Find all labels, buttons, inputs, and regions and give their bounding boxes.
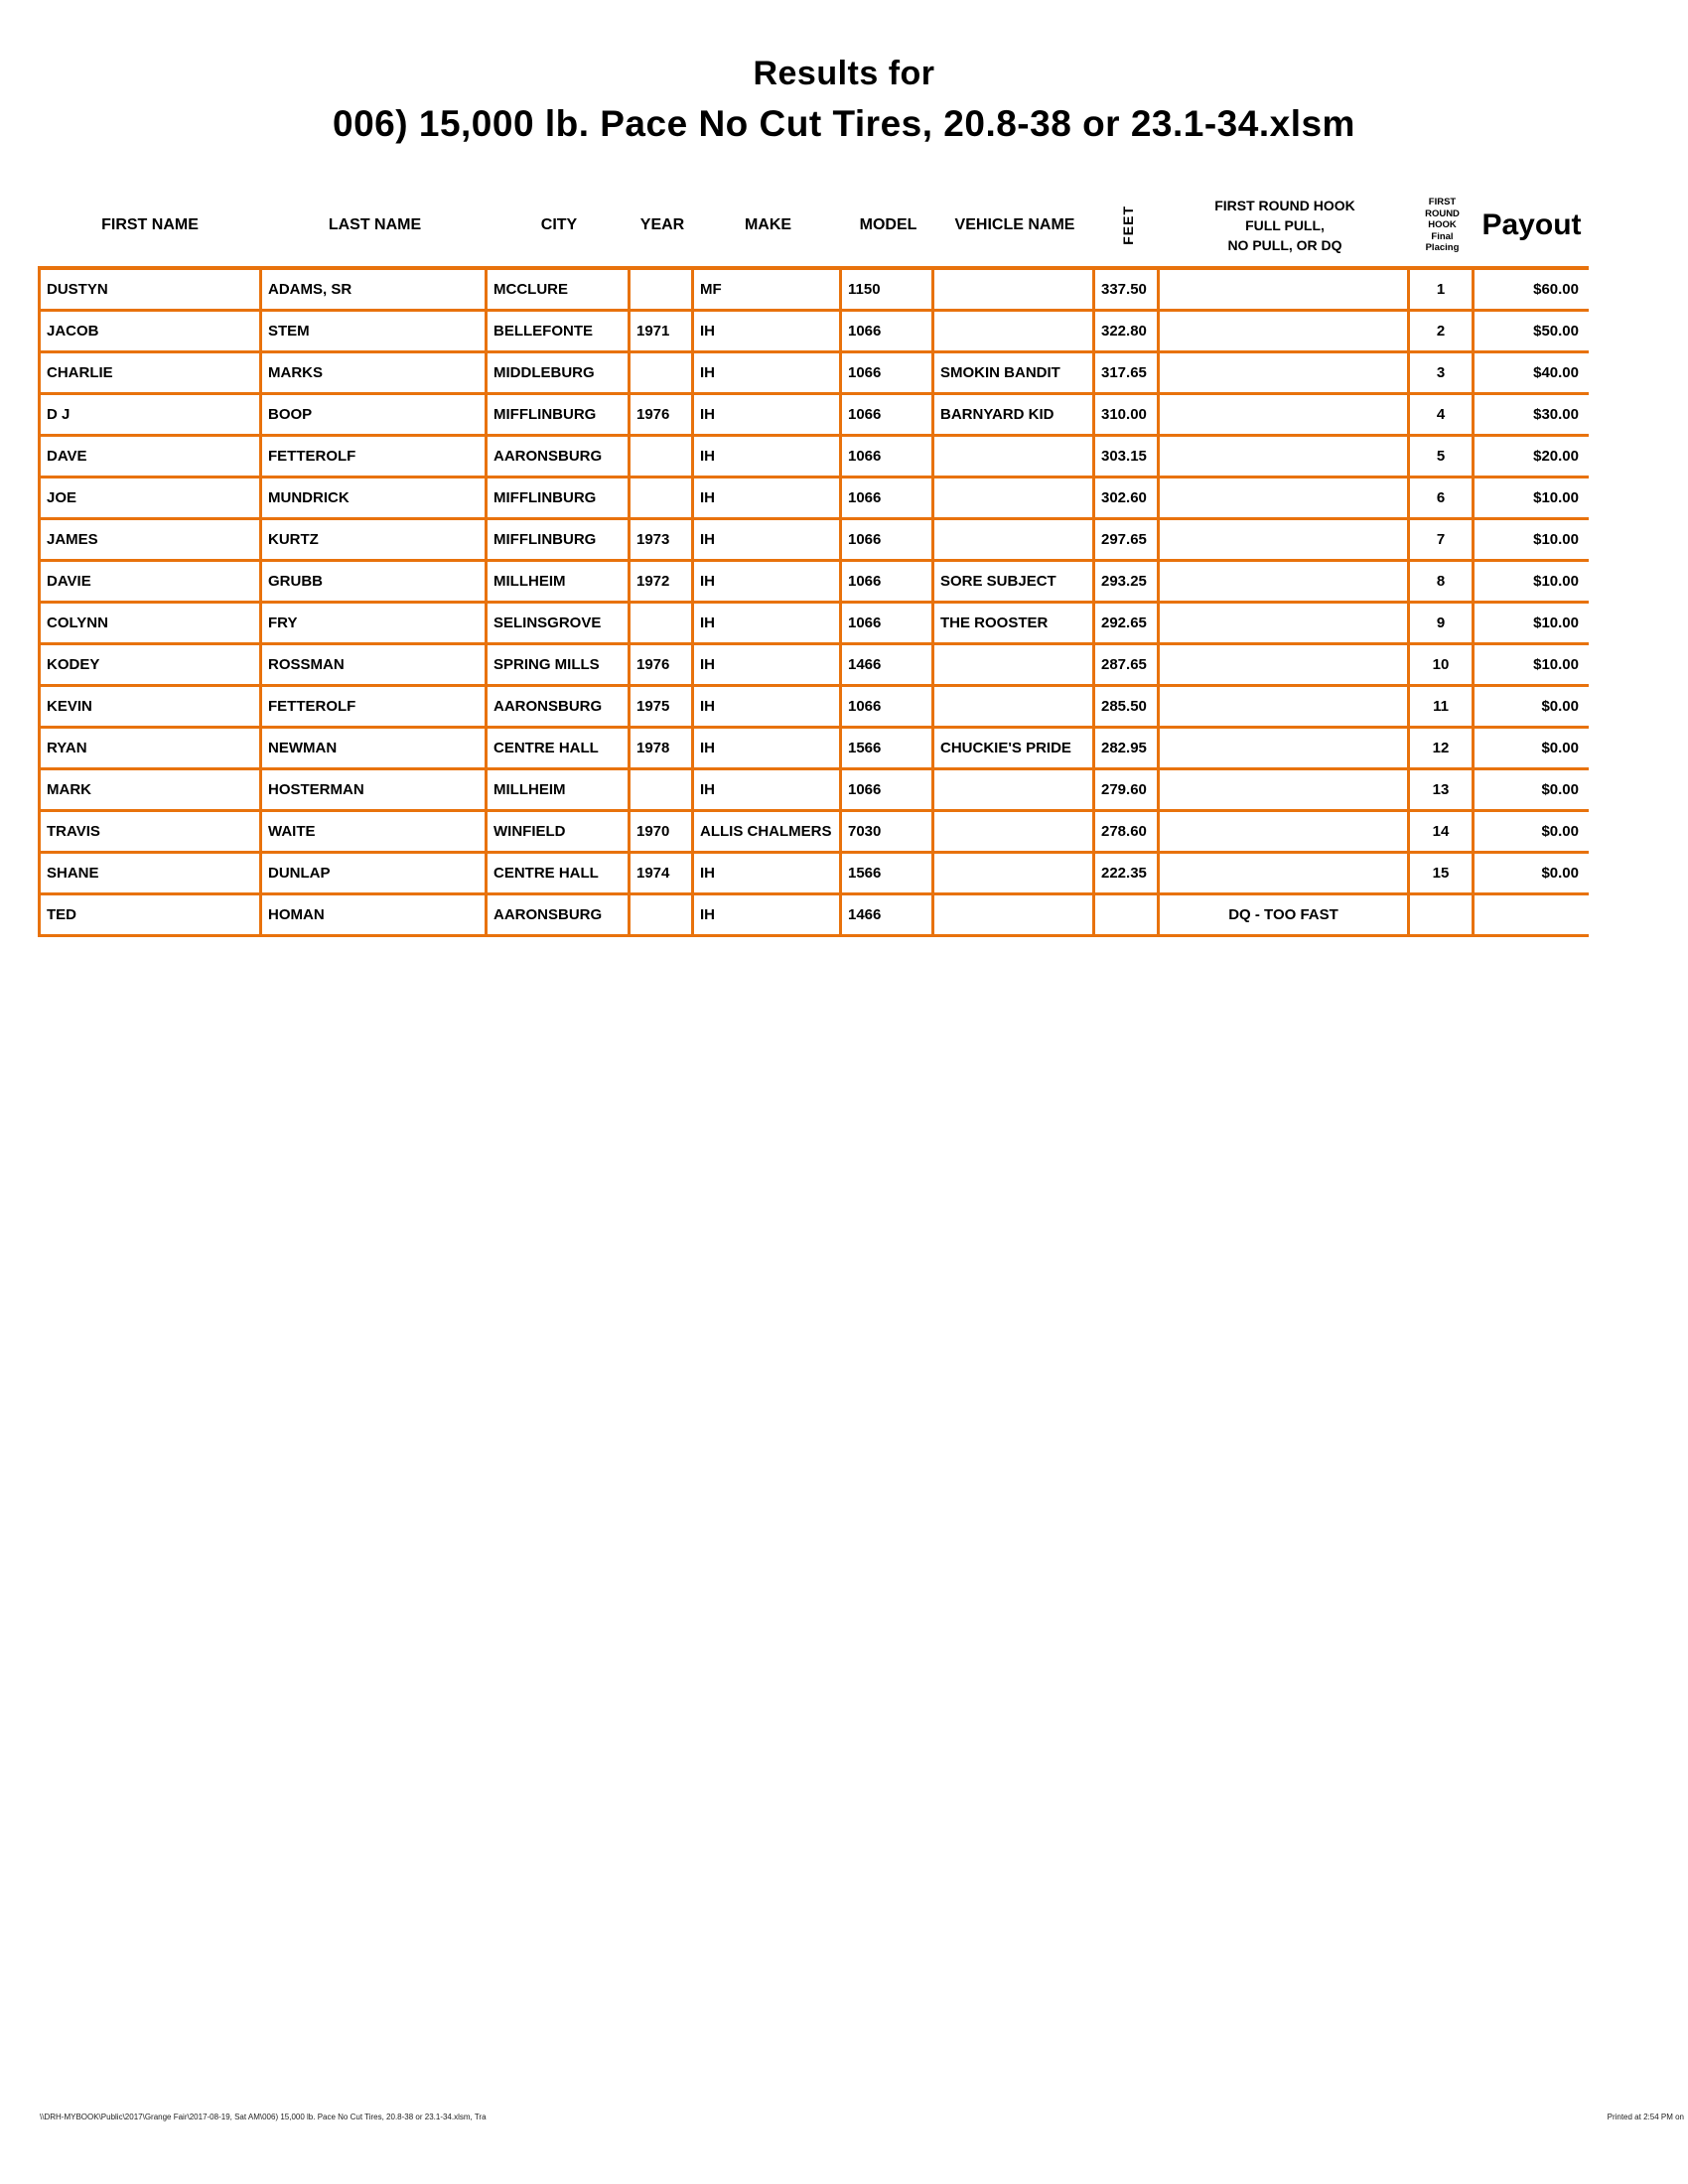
cell-last-name: HOMAN bbox=[262, 895, 488, 934]
cell-vehicle-name bbox=[934, 437, 1095, 476]
cell-city: CENTRE HALL bbox=[488, 729, 631, 767]
table-row bbox=[38, 604, 1589, 645]
header-placing-line-2: ROUND bbox=[1425, 207, 1460, 219]
cell-vehicle-name bbox=[934, 478, 1095, 517]
cell-vehicle-name bbox=[934, 520, 1095, 559]
header-payout: Payout bbox=[1481, 208, 1582, 241]
cell-last-name: STEM bbox=[262, 312, 488, 350]
cell-placing: 3 bbox=[1410, 353, 1475, 392]
cell-year: 1974 bbox=[631, 854, 694, 892]
cell-make: IH bbox=[694, 520, 842, 559]
table-row bbox=[38, 353, 1589, 395]
cell-payout: $10.00 bbox=[1533, 489, 1579, 506]
cell-hook bbox=[1160, 645, 1410, 684]
page-title: Results for bbox=[753, 55, 935, 92]
cell-year bbox=[631, 437, 694, 476]
cell-year: 1972 bbox=[631, 562, 694, 601]
cell-first-name: CHARLIE bbox=[38, 353, 262, 392]
cell-make: IH bbox=[694, 437, 842, 476]
cell-last-name: BOOP bbox=[262, 395, 488, 434]
cell-year bbox=[631, 353, 694, 392]
cell-placing: 5 bbox=[1410, 437, 1475, 476]
cell-payout bbox=[1475, 895, 1589, 934]
table-row bbox=[38, 854, 1589, 895]
table-row bbox=[38, 478, 1589, 520]
header-model: MODEL bbox=[859, 216, 917, 233]
header-year: YEAR bbox=[639, 216, 685, 233]
cell-feet bbox=[1095, 895, 1160, 934]
cell-make: IH bbox=[694, 895, 842, 934]
cell-year bbox=[631, 604, 694, 642]
cell-feet: 293.25 bbox=[1095, 562, 1160, 601]
cell-vehicle-name bbox=[934, 895, 1095, 934]
cell-model: 1066 bbox=[842, 353, 934, 392]
table-row bbox=[38, 562, 1589, 604]
cell-vehicle-name: SORE SUBJECT bbox=[934, 562, 1095, 601]
cell-vehicle-name: THE ROOSTER bbox=[934, 604, 1095, 642]
cell-placing: 15 bbox=[1410, 854, 1475, 892]
cell-feet: 337.50 bbox=[1095, 270, 1160, 309]
cell-make: IH bbox=[694, 729, 842, 767]
cell-feet: 317.65 bbox=[1095, 353, 1160, 392]
cell-vehicle-name bbox=[934, 812, 1095, 851]
cell-placing: 7 bbox=[1410, 520, 1475, 559]
table-header-row bbox=[38, 185, 1589, 266]
cell-placing: 12 bbox=[1410, 729, 1475, 767]
cell-placing bbox=[1410, 895, 1475, 934]
table-row bbox=[38, 812, 1589, 854]
cell-city: MILLHEIM bbox=[488, 562, 631, 601]
cell-payout: $0.00 bbox=[1541, 740, 1579, 756]
cell-model: 1150 bbox=[842, 270, 934, 309]
cell-vehicle-name bbox=[934, 312, 1095, 350]
cell-year: 1973 bbox=[631, 520, 694, 559]
cell-model: 1066 bbox=[842, 437, 934, 476]
cell-city: SPRING MILLS bbox=[488, 645, 631, 684]
cell-first-name: KEVIN bbox=[38, 687, 262, 726]
cell-city: WINFIELD bbox=[488, 812, 631, 851]
footer-file-path: \\DRH-MYBOOK\Public\2017\Grange Fair\2017-08-19, Sat AM\006) 15,000 lb. Pace No Cut Tires, 20.8-38 or 23.1-34.xlsm, Tra bbox=[40, 2113, 487, 2121]
page-subtitle: 006) 15,000 lb. Pace No Cut Tires, 20.8-38 or 23.1-34.xlsm bbox=[333, 103, 1355, 144]
cell-feet: 279.60 bbox=[1095, 770, 1160, 809]
cell-last-name: ADAMS, SR bbox=[262, 270, 488, 309]
cell-first-name: TRAVIS bbox=[38, 812, 262, 851]
cell-hook bbox=[1160, 270, 1410, 309]
cell-hook bbox=[1160, 770, 1410, 809]
cell-make: IH bbox=[694, 312, 842, 350]
header-city: CITY bbox=[540, 216, 578, 233]
header-hook-line-3: NO PULL, OR DQ bbox=[1227, 237, 1342, 253]
cell-vehicle-name bbox=[934, 687, 1095, 726]
table-row bbox=[38, 687, 1589, 729]
cell-payout: $0.00 bbox=[1541, 781, 1579, 798]
cell-feet: 310.00 bbox=[1095, 395, 1160, 434]
cell-first-name: D J bbox=[38, 395, 262, 434]
cell-model: 1566 bbox=[842, 729, 934, 767]
title-block bbox=[0, 55, 1688, 145]
cell-hook bbox=[1160, 437, 1410, 476]
cell-feet: 292.65 bbox=[1095, 604, 1160, 642]
cell-vehicle-name: SMOKIN BANDIT bbox=[934, 353, 1095, 392]
table-row bbox=[38, 312, 1589, 353]
header-placing-line-5: Placing bbox=[1425, 242, 1460, 254]
header-last-name: LAST NAME bbox=[328, 216, 422, 233]
cell-payout: $30.00 bbox=[1533, 406, 1579, 423]
cell-city: MIFFLINBURG bbox=[488, 395, 631, 434]
cell-first-name: KODEY bbox=[38, 645, 262, 684]
cell-year bbox=[631, 478, 694, 517]
cell-placing: 8 bbox=[1410, 562, 1475, 601]
cell-feet: 287.65 bbox=[1095, 645, 1160, 684]
cell-first-name: TED bbox=[38, 895, 262, 934]
cell-hook: DQ - TOO FAST bbox=[1160, 895, 1410, 934]
cell-placing: 10 bbox=[1410, 645, 1475, 684]
cell-payout: $0.00 bbox=[1541, 823, 1579, 840]
cell-model: 1066 bbox=[842, 478, 934, 517]
cell-make: IH bbox=[694, 770, 842, 809]
cell-city: BELLEFONTE bbox=[488, 312, 631, 350]
cell-first-name: JACOB bbox=[38, 312, 262, 350]
cell-payout: $50.00 bbox=[1533, 323, 1579, 340]
cell-make: IH bbox=[694, 854, 842, 892]
cell-city: CENTRE HALL bbox=[488, 854, 631, 892]
cell-placing: 11 bbox=[1410, 687, 1475, 726]
cell-hook bbox=[1160, 478, 1410, 517]
cell-city: MIFFLINBURG bbox=[488, 478, 631, 517]
cell-last-name: MARKS bbox=[262, 353, 488, 392]
cell-hook bbox=[1160, 854, 1410, 892]
cell-last-name: MUNDRICK bbox=[262, 478, 488, 517]
cell-last-name: NEWMAN bbox=[262, 729, 488, 767]
table-body bbox=[38, 266, 1589, 937]
cell-hook bbox=[1160, 312, 1410, 350]
cell-hook bbox=[1160, 395, 1410, 434]
cell-feet: 297.65 bbox=[1095, 520, 1160, 559]
cell-city: SELINSGROVE bbox=[488, 604, 631, 642]
cell-hook bbox=[1160, 353, 1410, 392]
cell-feet: 278.60 bbox=[1095, 812, 1160, 851]
cell-last-name: GRUBB bbox=[262, 562, 488, 601]
header-feet-label: FEET bbox=[1119, 205, 1136, 245]
cell-year bbox=[631, 270, 694, 309]
cell-payout: $10.00 bbox=[1533, 614, 1579, 631]
cell-first-name: DAVIE bbox=[38, 562, 262, 601]
cell-first-name: JOE bbox=[38, 478, 262, 517]
cell-year bbox=[631, 895, 694, 934]
cell-first-name: MARK bbox=[38, 770, 262, 809]
cell-hook bbox=[1160, 520, 1410, 559]
cell-hook bbox=[1160, 729, 1410, 767]
cell-model: 1066 bbox=[842, 604, 934, 642]
header-hook-line-2: FULL PULL, bbox=[1245, 217, 1325, 233]
cell-vehicle-name: CHUCKIE'S PRIDE bbox=[934, 729, 1095, 767]
table-row bbox=[38, 520, 1589, 562]
table-row bbox=[38, 895, 1589, 937]
cell-placing: 1 bbox=[1410, 270, 1475, 309]
cell-make: IH bbox=[694, 604, 842, 642]
cell-payout: $60.00 bbox=[1533, 281, 1579, 298]
cell-model: 1066 bbox=[842, 395, 934, 434]
table-row bbox=[38, 770, 1589, 812]
cell-placing: 14 bbox=[1410, 812, 1475, 851]
cell-make: ALLIS CHALMERS bbox=[694, 812, 842, 851]
cell-year bbox=[631, 770, 694, 809]
cell-feet: 285.50 bbox=[1095, 687, 1160, 726]
cell-year: 1975 bbox=[631, 687, 694, 726]
cell-model: 1466 bbox=[842, 895, 934, 934]
cell-vehicle-name bbox=[934, 854, 1095, 892]
cell-first-name: SHANE bbox=[38, 854, 262, 892]
cell-payout: $20.00 bbox=[1533, 448, 1579, 465]
cell-first-name: JAMES bbox=[38, 520, 262, 559]
cell-first-name: COLYNN bbox=[38, 604, 262, 642]
header-vehicle-name: VEHICLE NAME bbox=[954, 216, 1075, 233]
cell-feet: 302.60 bbox=[1095, 478, 1160, 517]
cell-model: 1066 bbox=[842, 687, 934, 726]
cell-hook bbox=[1160, 604, 1410, 642]
cell-city: MILLHEIM bbox=[488, 770, 631, 809]
cell-first-name: DUSTYN bbox=[38, 270, 262, 309]
cell-last-name: HOSTERMAN bbox=[262, 770, 488, 809]
cell-city: MIDDLEBURG bbox=[488, 353, 631, 392]
table-row bbox=[38, 270, 1589, 312]
cell-model: 1066 bbox=[842, 312, 934, 350]
cell-make: IH bbox=[694, 562, 842, 601]
cell-model: 1566 bbox=[842, 854, 934, 892]
cell-last-name: FETTEROLF bbox=[262, 687, 488, 726]
cell-city: AARONSBURG bbox=[488, 437, 631, 476]
cell-hook bbox=[1160, 687, 1410, 726]
cell-model: 1466 bbox=[842, 645, 934, 684]
cell-first-name: RYAN bbox=[38, 729, 262, 767]
cell-model: 1066 bbox=[842, 770, 934, 809]
cell-placing: 13 bbox=[1410, 770, 1475, 809]
cell-city: MCCLURE bbox=[488, 270, 631, 309]
cell-make: IH bbox=[694, 478, 842, 517]
cell-placing: 6 bbox=[1410, 478, 1475, 517]
cell-make: IH bbox=[694, 353, 842, 392]
table-row bbox=[38, 437, 1589, 478]
cell-year: 1976 bbox=[631, 395, 694, 434]
cell-last-name: WAITE bbox=[262, 812, 488, 851]
cell-last-name: FRY bbox=[262, 604, 488, 642]
cell-feet: 222.35 bbox=[1095, 854, 1160, 892]
cell-make: IH bbox=[694, 645, 842, 684]
footer-printed-timestamp: Printed at 2:54 PM on bbox=[1607, 2113, 1684, 2121]
cell-city: AARONSBURG bbox=[488, 687, 631, 726]
header-placing-line-4: Final bbox=[1431, 230, 1454, 242]
cell-payout: $0.00 bbox=[1541, 698, 1579, 715]
cell-payout: $10.00 bbox=[1533, 656, 1579, 673]
cell-year: 1976 bbox=[631, 645, 694, 684]
cell-make: MF bbox=[694, 270, 842, 309]
header-first-round-hook bbox=[1160, 185, 1410, 266]
cell-city: MIFFLINBURG bbox=[488, 520, 631, 559]
header-feet bbox=[1095, 185, 1160, 266]
cell-payout: $10.00 bbox=[1533, 573, 1579, 590]
cell-year: 1970 bbox=[631, 812, 694, 851]
cell-last-name: DUNLAP bbox=[262, 854, 488, 892]
cell-payout: $0.00 bbox=[1541, 865, 1579, 882]
cell-hook bbox=[1160, 812, 1410, 851]
cell-feet: 322.80 bbox=[1095, 312, 1160, 350]
table-row bbox=[38, 645, 1589, 687]
cell-hook bbox=[1160, 562, 1410, 601]
table-row bbox=[38, 729, 1589, 770]
header-make: MAKE bbox=[744, 216, 792, 233]
cell-model: 7030 bbox=[842, 812, 934, 851]
cell-vehicle-name bbox=[934, 645, 1095, 684]
cell-make: IH bbox=[694, 395, 842, 434]
cell-year: 1971 bbox=[631, 312, 694, 350]
cell-last-name: KURTZ bbox=[262, 520, 488, 559]
cell-last-name: ROSSMAN bbox=[262, 645, 488, 684]
cell-vehicle-name: BARNYARD KID bbox=[934, 395, 1095, 434]
header-final-placing bbox=[1410, 185, 1475, 266]
cell-payout: $10.00 bbox=[1533, 531, 1579, 548]
cell-placing: 2 bbox=[1410, 312, 1475, 350]
cell-last-name: FETTEROLF bbox=[262, 437, 488, 476]
cell-vehicle-name bbox=[934, 770, 1095, 809]
cell-feet: 282.95 bbox=[1095, 729, 1160, 767]
cell-placing: 9 bbox=[1410, 604, 1475, 642]
cell-model: 1066 bbox=[842, 520, 934, 559]
cell-make: IH bbox=[694, 687, 842, 726]
cell-first-name: DAVE bbox=[38, 437, 262, 476]
cell-payout: $40.00 bbox=[1533, 364, 1579, 381]
cell-vehicle-name bbox=[934, 270, 1095, 309]
cell-city: AARONSBURG bbox=[488, 895, 631, 934]
table-row bbox=[38, 395, 1589, 437]
cell-model: 1066 bbox=[842, 562, 934, 601]
results-table bbox=[38, 185, 1589, 937]
cell-year: 1978 bbox=[631, 729, 694, 767]
header-hook-line-1: FIRST ROUND HOOK bbox=[1214, 198, 1355, 213]
header-placing-line-3: HOOK bbox=[1428, 219, 1457, 231]
header-first-name: FIRST NAME bbox=[101, 216, 199, 233]
cell-feet: 303.15 bbox=[1095, 437, 1160, 476]
header-placing-line-1: FIRST bbox=[1428, 197, 1457, 208]
cell-placing: 4 bbox=[1410, 395, 1475, 434]
